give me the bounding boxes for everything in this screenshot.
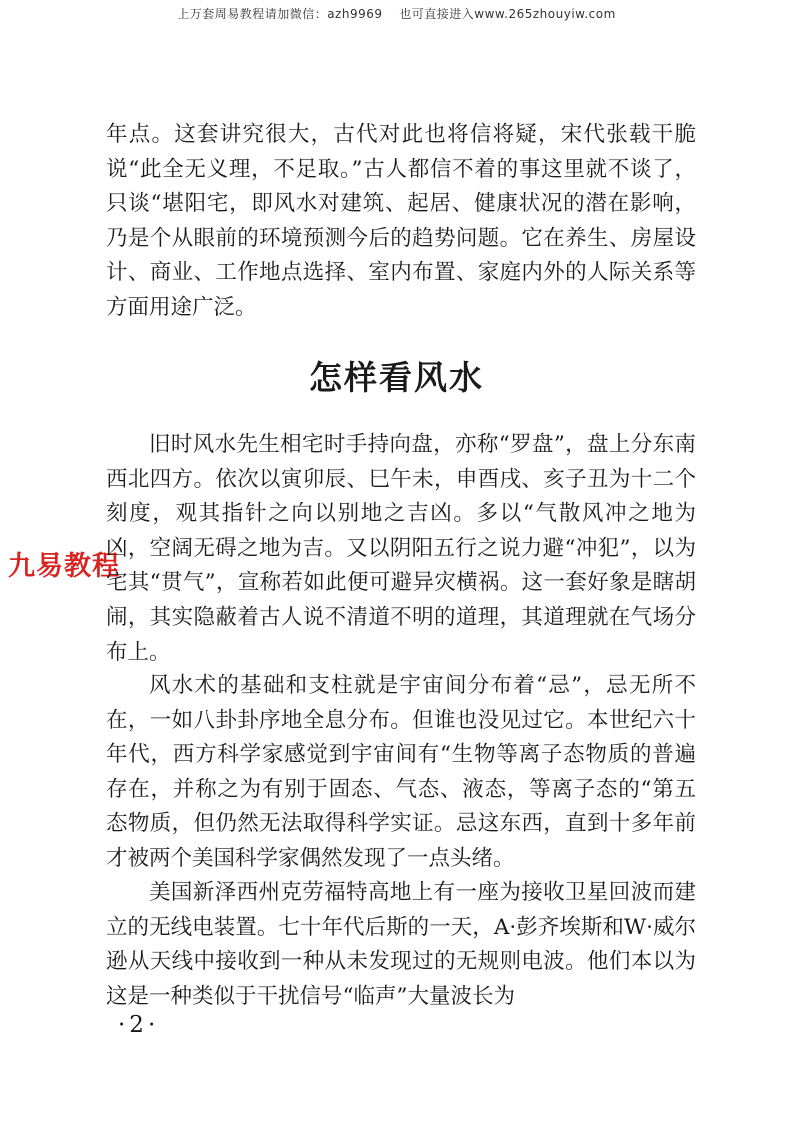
body-paragraph: 旧时风水先生相宅时手持向盘，亦称“罗盘”，盘上分东南西北四方。依次以寅卯辰、巳午未，申酉戌、亥子丑为十二个刻度，观其指针之向以别地之吉凶。多以“气散风冲之地为凶，空阔无碍之地为吉。又以阴阳五行之说力避“冲犯”，以为宅其“贯气”，宣称若如此便可避异灾横祸。这一套好象是瞎胡闹，其实隐蔽着古人说不清道不明的道理，其道理就在气场分布上。 <box>106 432 696 665</box>
watermark-logo: 九易教程 <box>8 551 120 582</box>
page-number: ·2· <box>118 1012 160 1038</box>
body-paragraph: 风水术的基础和支柱就是宇宙间分布着“忌”，忌无所不在，一如八卦卦序地全息分布。但谁也没见过它。本世纪六十年代，西方科学家感觉到宇宙间有“生物等离子态物质的普遍存在，并称之为有别于固态、气态、液态，等离子态的“第五态物质，但仍然无法取得科学实证。忌这东西，直到十多年前才被两个美国科学家偶然发现了一点头绪。 <box>106 673 696 871</box>
page-header: 上万套周易教程请加微信：azh9969 也可直接进入www.265zhouyiw.com <box>177 7 616 21</box>
section-title: 怎样看风水 <box>309 358 484 397</box>
body-paragraph: 美国新泽西州克劳福特高地上有一座为接收卫星回波而建立的无线电装置。七十年代后斯的一天，A·彭齐埃斯和W·威尔逊从天线中接收到一种从未发现过的无规则电波。他们本以为这是一种类似于干扰信号“临声”大量波长为 <box>106 880 696 1009</box>
intro-paragraph: 年点。这套讲究很大，古代对此也将信将疑，宋代张载干脆说“此全无义理，不足取。”古人都信不着的事这里就不谈了，只谈“堪阳宅，即风水对建筑、起居、健康状况的潜在影响，乃是个从眼前的环境预测今后的趋势问题。它在养生、房屋设计、商业、工作地点选择、室内布置、家庭内外的人际关系等方面用途广泛。 <box>106 122 696 320</box>
